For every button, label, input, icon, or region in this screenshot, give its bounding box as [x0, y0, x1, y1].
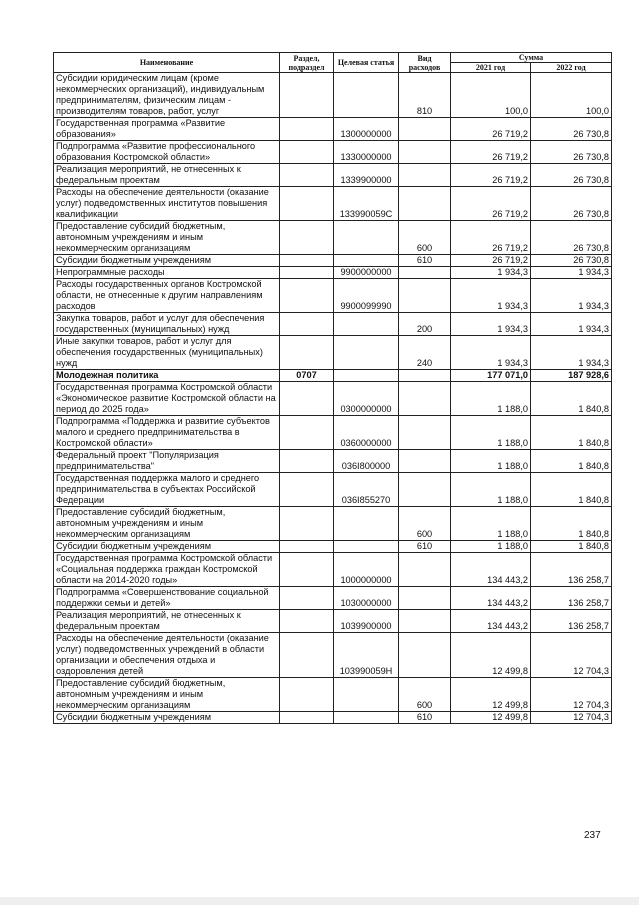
row-expense-type: 240: [399, 336, 451, 370]
row-sum-2021: 1 188,0: [451, 473, 531, 507]
row-target: [334, 255, 399, 267]
row-sum-2021: 1 934,3: [451, 336, 531, 370]
table-row: [54, 267, 612, 279]
row-sum-2021: 1 934,3: [451, 267, 531, 279]
row-sum-2022: 1 840,8: [531, 450, 612, 473]
row-name: Молодежная политика: [54, 370, 280, 382]
row-section: [280, 450, 334, 473]
table-row: [54, 473, 612, 507]
row-sum-2022: 26 730,8: [531, 141, 612, 164]
row-expense-type: 200: [399, 313, 451, 336]
row-sum-2021: 12 499,8: [451, 712, 531, 724]
row-expense-type: [399, 450, 451, 473]
row-sum-2022: 100,0: [531, 73, 612, 118]
table-row: [54, 118, 612, 141]
row-section: [280, 279, 334, 313]
row-name: Расходы государственных органов Костромской области, не отнесенные к другим направлениям расходов: [54, 279, 280, 313]
table-row: [54, 610, 612, 633]
header-name: Наименование: [54, 53, 280, 73]
row-sum-2021: 1 188,0: [451, 507, 531, 541]
row-target: 036I855270: [334, 473, 399, 507]
table-row: [54, 279, 612, 313]
row-expense-type: [399, 587, 451, 610]
row-expense-type: [399, 416, 451, 450]
row-target: 1039900000: [334, 610, 399, 633]
table-row: [54, 553, 612, 587]
row-section: [280, 633, 334, 678]
row-name: Субсидии бюджетным учреждениям: [54, 712, 280, 724]
row-target: [334, 507, 399, 541]
row-name: Предоставление субсидий бюджетным, автономным учреждениям и иным некоммерческим организациям: [54, 678, 280, 712]
table-row: [54, 507, 612, 541]
row-sum-2021: 26 719,2: [451, 187, 531, 221]
row-target: [334, 336, 399, 370]
row-target: [334, 678, 399, 712]
row-section: [280, 187, 334, 221]
row-sum-2021: 26 719,2: [451, 118, 531, 141]
row-section: [280, 416, 334, 450]
row-section: [280, 221, 334, 255]
row-sum-2022: 26 730,8: [531, 164, 612, 187]
row-expense-type: [399, 187, 451, 221]
table-row: [54, 633, 612, 678]
header-expense-type: Вид расходов: [399, 53, 451, 73]
row-expense-type: [399, 164, 451, 187]
row-target: 1000000000: [334, 553, 399, 587]
row-name: Подпрограмма «Совершенствование социальной поддержки семьи и детей»: [54, 587, 280, 610]
row-expense-type: [399, 370, 451, 382]
page-bottom-edge: [0, 897, 639, 905]
row-sum-2021: 12 499,8: [451, 633, 531, 678]
row-sum-2022: 26 730,8: [531, 221, 612, 255]
row-expense-type: 600: [399, 507, 451, 541]
row-expense-type: 610: [399, 255, 451, 267]
row-expense-type: [399, 382, 451, 416]
row-section: [280, 587, 334, 610]
row-expense-type: [399, 633, 451, 678]
row-target: 1339900000: [334, 164, 399, 187]
row-expense-type: [399, 279, 451, 313]
row-section: [280, 313, 334, 336]
row-sum-2021: 1 188,0: [451, 382, 531, 416]
row-section: [280, 141, 334, 164]
row-sum-2022: 1 934,3: [531, 336, 612, 370]
row-section: [280, 164, 334, 187]
table-row: [54, 587, 612, 610]
table-row: [54, 73, 612, 118]
row-expense-type: [399, 553, 451, 587]
row-sum-2021: 1 188,0: [451, 450, 531, 473]
row-sum-2021: 1 934,3: [451, 279, 531, 313]
table-row: [54, 450, 612, 473]
row-section: [280, 255, 334, 267]
row-expense-type: 610: [399, 712, 451, 724]
row-section: [280, 382, 334, 416]
row-name: Субсидии юридическим лицам (кроме некоммерческих организаций), индивидуальным предпринимателям, физическим лицам - производителям товаров, работ, услуг: [54, 73, 280, 118]
row-section: [280, 553, 334, 587]
table-row: [54, 141, 612, 164]
header-section: Раздел, подраздел: [280, 53, 334, 73]
row-target: 0300000000: [334, 382, 399, 416]
row-name: Государственная программа Костромской области «Экономическое развитие Костромской области на период до 2025 года»: [54, 382, 280, 416]
row-section: 0707: [280, 370, 334, 382]
row-target: [334, 313, 399, 336]
row-target: 0360000000: [334, 416, 399, 450]
row-expense-type: [399, 610, 451, 633]
header-year-2022: 2022 год: [531, 63, 612, 73]
row-name: Непрограммные расходы: [54, 267, 280, 279]
row-target: [334, 73, 399, 118]
row-target: 9900000000: [334, 267, 399, 279]
row-sum-2022: 1 934,3: [531, 279, 612, 313]
row-sum-2022: 136 258,7: [531, 610, 612, 633]
row-sum-2022: 26 730,8: [531, 255, 612, 267]
row-target: 1030000000: [334, 587, 399, 610]
row-target: 1330000000: [334, 141, 399, 164]
row-name: Реализация мероприятий, не отнесенных к федеральным проектам: [54, 164, 280, 187]
row-expense-type: 600: [399, 221, 451, 255]
table-row: [54, 255, 612, 267]
table-row: [54, 313, 612, 336]
table-row: [54, 712, 612, 724]
row-name: Реализация мероприятий, не отнесенных к федеральным проектам: [54, 610, 280, 633]
row-target: [334, 541, 399, 553]
row-name: Расходы на обеспечение деятельности (оказание услуг) подведомственных учреждений в области организации и обеспечения отдыха и оздоровления детей: [54, 633, 280, 678]
row-section: [280, 473, 334, 507]
row-name: Подпрограмма «Развитие профессионального образования Костромской области»: [54, 141, 280, 164]
table-row: [54, 336, 612, 370]
row-sum-2022: 136 258,7: [531, 587, 612, 610]
row-expense-type: 610: [399, 541, 451, 553]
row-target: 133990059С: [334, 187, 399, 221]
row-section: [280, 712, 334, 724]
row-expense-type: [399, 267, 451, 279]
row-section: [280, 678, 334, 712]
row-sum-2022: 187 928,6: [531, 370, 612, 382]
row-target: 103990059Н: [334, 633, 399, 678]
row-target: [334, 712, 399, 724]
row-section: [280, 73, 334, 118]
row-name: Иные закупки товаров, работ и услуг для обеспечения государственных (муниципальных) нужд: [54, 336, 280, 370]
row-name: Расходы на обеспечение деятельности (оказание услуг) подведомственных институтов повышения квалификации: [54, 187, 280, 221]
row-expense-type: [399, 118, 451, 141]
row-sum-2022: 1 840,8: [531, 541, 612, 553]
row-target: [334, 221, 399, 255]
row-sum-2022: 1 840,8: [531, 416, 612, 450]
table-row: [54, 221, 612, 255]
row-sum-2022: 12 704,3: [531, 712, 612, 724]
row-name: Предоставление субсидий бюджетным, автономным учреждениям и иным некоммерческим организациям: [54, 221, 280, 255]
row-sum-2021: 1 188,0: [451, 416, 531, 450]
row-name: Предоставление субсидий бюджетным, автономным учреждениям и иным некоммерческим организациям: [54, 507, 280, 541]
row-sum-2021: 26 719,2: [451, 141, 531, 164]
row-sum-2022: 26 730,8: [531, 187, 612, 221]
row-sum-2021: 1 188,0: [451, 541, 531, 553]
table-row: [54, 416, 612, 450]
row-name: Государственная поддержка малого и среднего предпринимательства в субъектах Российской Федерации: [54, 473, 280, 507]
row-name: Субсидии бюджетным учреждениям: [54, 541, 280, 553]
row-sum-2021: 177 071,0: [451, 370, 531, 382]
page-number: 237: [584, 830, 601, 841]
row-section: [280, 336, 334, 370]
table-body: [54, 73, 612, 724]
row-name: Подпрограмма «Поддержка и развитие субъектов малого и среднего предпринимательства в Костромской области»: [54, 416, 280, 450]
row-name: Государственная программа «Развитие образования»: [54, 118, 280, 141]
row-sum-2021: 134 443,2: [451, 553, 531, 587]
row-section: [280, 118, 334, 141]
row-name: Субсидии бюджетным учреждениям: [54, 255, 280, 267]
table-row: [54, 678, 612, 712]
row-sum-2022: 1 840,8: [531, 473, 612, 507]
table-row: [54, 541, 612, 553]
row-expense-type: 600: [399, 678, 451, 712]
row-sum-2021: 134 443,2: [451, 587, 531, 610]
row-name: Закупка товаров, работ и услуг для обеспечения государственных (муниципальных) нужд: [54, 313, 280, 336]
row-sum-2021: 26 719,2: [451, 221, 531, 255]
row-sum-2021: 26 719,2: [451, 164, 531, 187]
header-target: Целевая статья: [334, 53, 399, 73]
row-section: [280, 541, 334, 553]
row-target: 1300000000: [334, 118, 399, 141]
row-name: Государственная программа Костромской области «Социальная поддержка граждан Костромской области на 2014-2020 годы»: [54, 553, 280, 587]
table-row: [54, 370, 612, 382]
row-sum-2022: 1 934,3: [531, 313, 612, 336]
row-section: [280, 267, 334, 279]
table-row: [54, 164, 612, 187]
row-sum-2022: 12 704,3: [531, 678, 612, 712]
table-row: [54, 187, 612, 221]
row-sum-2022: 1 840,8: [531, 507, 612, 541]
row-name: Федеральный проект "Популяризация предпринимательства": [54, 450, 280, 473]
row-sum-2021: 100,0: [451, 73, 531, 118]
row-expense-type: 810: [399, 73, 451, 118]
row-sum-2021: 26 719,2: [451, 255, 531, 267]
row-sum-2022: 26 730,8: [531, 118, 612, 141]
row-sum-2021: 12 499,8: [451, 678, 531, 712]
row-expense-type: [399, 141, 451, 164]
row-sum-2022: 1 840,8: [531, 382, 612, 416]
row-sum-2022: 1 934,3: [531, 267, 612, 279]
row-sum-2022: 12 704,3: [531, 633, 612, 678]
row-target: [334, 370, 399, 382]
row-expense-type: [399, 473, 451, 507]
row-target: 036I800000: [334, 450, 399, 473]
row-sum-2022: 136 258,7: [531, 553, 612, 587]
header-sum: Сумма: [451, 53, 612, 63]
table-row: [54, 382, 612, 416]
table-header: [54, 53, 612, 73]
header-year-2021: 2021 год: [451, 63, 531, 73]
budget-table: [53, 52, 612, 724]
row-sum-2021: 134 443,2: [451, 610, 531, 633]
row-section: [280, 610, 334, 633]
row-section: [280, 507, 334, 541]
row-target: 9900099990: [334, 279, 399, 313]
row-sum-2021: 1 934,3: [451, 313, 531, 336]
